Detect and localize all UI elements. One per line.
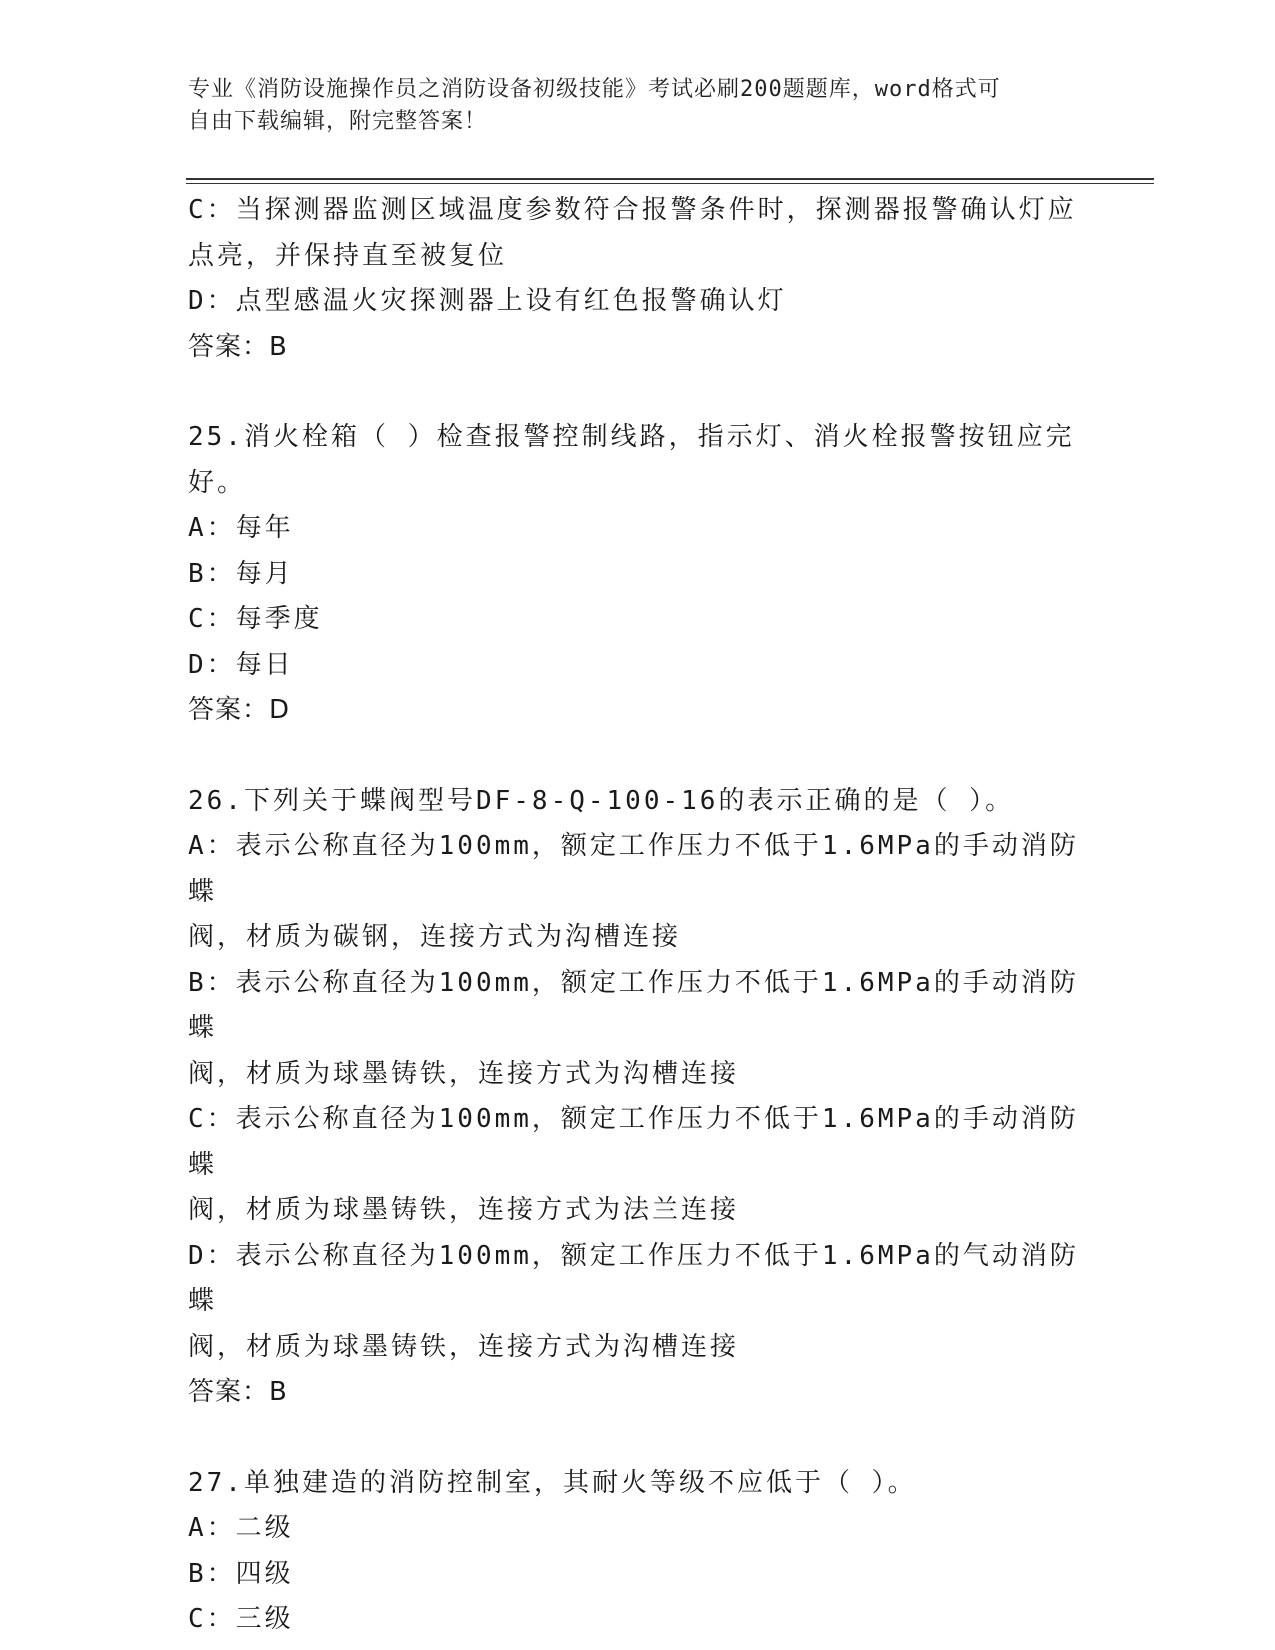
option-d: D：点型感温火灾探测器上设有红色报警确认灯 <box>188 286 787 316</box>
header-title-line1: 专业《消防设施操作员之消防设备初级技能》考试必刷200题题库，word格式可 <box>188 77 1001 102</box>
question-stem-line2: 好。 <box>188 467 247 498</box>
document-header <box>188 74 1088 138</box>
header-divider-thin <box>186 183 1154 184</box>
option-a: A：每年 <box>188 513 294 543</box>
option-d-line1: D：表示公称直径为100mm，额定工作压力不低于1.6MPa的气动消防蝶 <box>188 1240 1079 1316</box>
option-b-line2: 阀，材质为球墨铸铁，连接方式为沟槽连接 <box>188 1058 740 1089</box>
document-body <box>188 188 1088 1643</box>
option-d-line2: 阀，材质为球墨铸铁，连接方式为沟槽连接 <box>188 1331 740 1362</box>
option-b-line1: B：表示公称直径为100mm，额定工作压力不低于1.6MPa的手动消防蝶 <box>188 967 1079 1043</box>
header-divider-thick <box>186 178 1154 180</box>
option-c-line2: 阀，材质为球墨铸铁，连接方式为法兰连接 <box>188 1195 740 1225</box>
option-b: B：四级 <box>188 1558 294 1589</box>
question-block-25 <box>188 415 1088 734</box>
option-a: A：二级 <box>188 1513 294 1543</box>
option-a-line2: 阀，材质为碳钢，连接方式为沟槽连接 <box>188 922 682 952</box>
answer-line: 答案：B <box>188 331 288 362</box>
option-c: C：三级 <box>188 1604 294 1634</box>
question-block-27 <box>188 1461 1088 1643</box>
spacer <box>188 370 1088 415</box>
question-block-prev <box>188 188 1088 370</box>
spacer <box>188 1416 1088 1461</box>
option-a-line1: A：表示公称直径为100mm，额定工作压力不低于1.6MPa的手动消防蝶 <box>188 831 1079 907</box>
option-c: C：每季度 <box>188 604 323 634</box>
question-stem: 27.单独建造的消防控制室，其耐火等级不应低于（ ）。 <box>188 1467 917 1498</box>
option-c-line1: C：表示公称直径为100mm，额定工作压力不低于1.6MPa的手动消防蝶 <box>188 1104 1079 1180</box>
question-block-26 <box>188 779 1088 1416</box>
option-b: B：每月 <box>188 558 294 589</box>
option-c-line1: C：当探测器监测区域温度参数符合报警条件时，探测器报警确认灯应 <box>188 195 1077 225</box>
option-d: D：每日 <box>188 649 294 680</box>
question-stem: 26.下列关于蝶阀型号DF-8-Q-100-16的表示正确的是（ ）。 <box>188 785 1015 816</box>
option-c-line2: 点亮，并保持直至被复位 <box>188 240 508 271</box>
spacer <box>188 734 1088 779</box>
answer-line: 答案：D <box>188 695 291 725</box>
answer-line: 答案：B <box>188 1377 288 1407</box>
question-stem-line1: 25.消火栓箱（ ）检查报警控制线路，指示灯、消火栓报警按钮应完 <box>188 422 1075 452</box>
header-title-line2: 自由下载编辑，附完整答案！ <box>188 109 488 134</box>
